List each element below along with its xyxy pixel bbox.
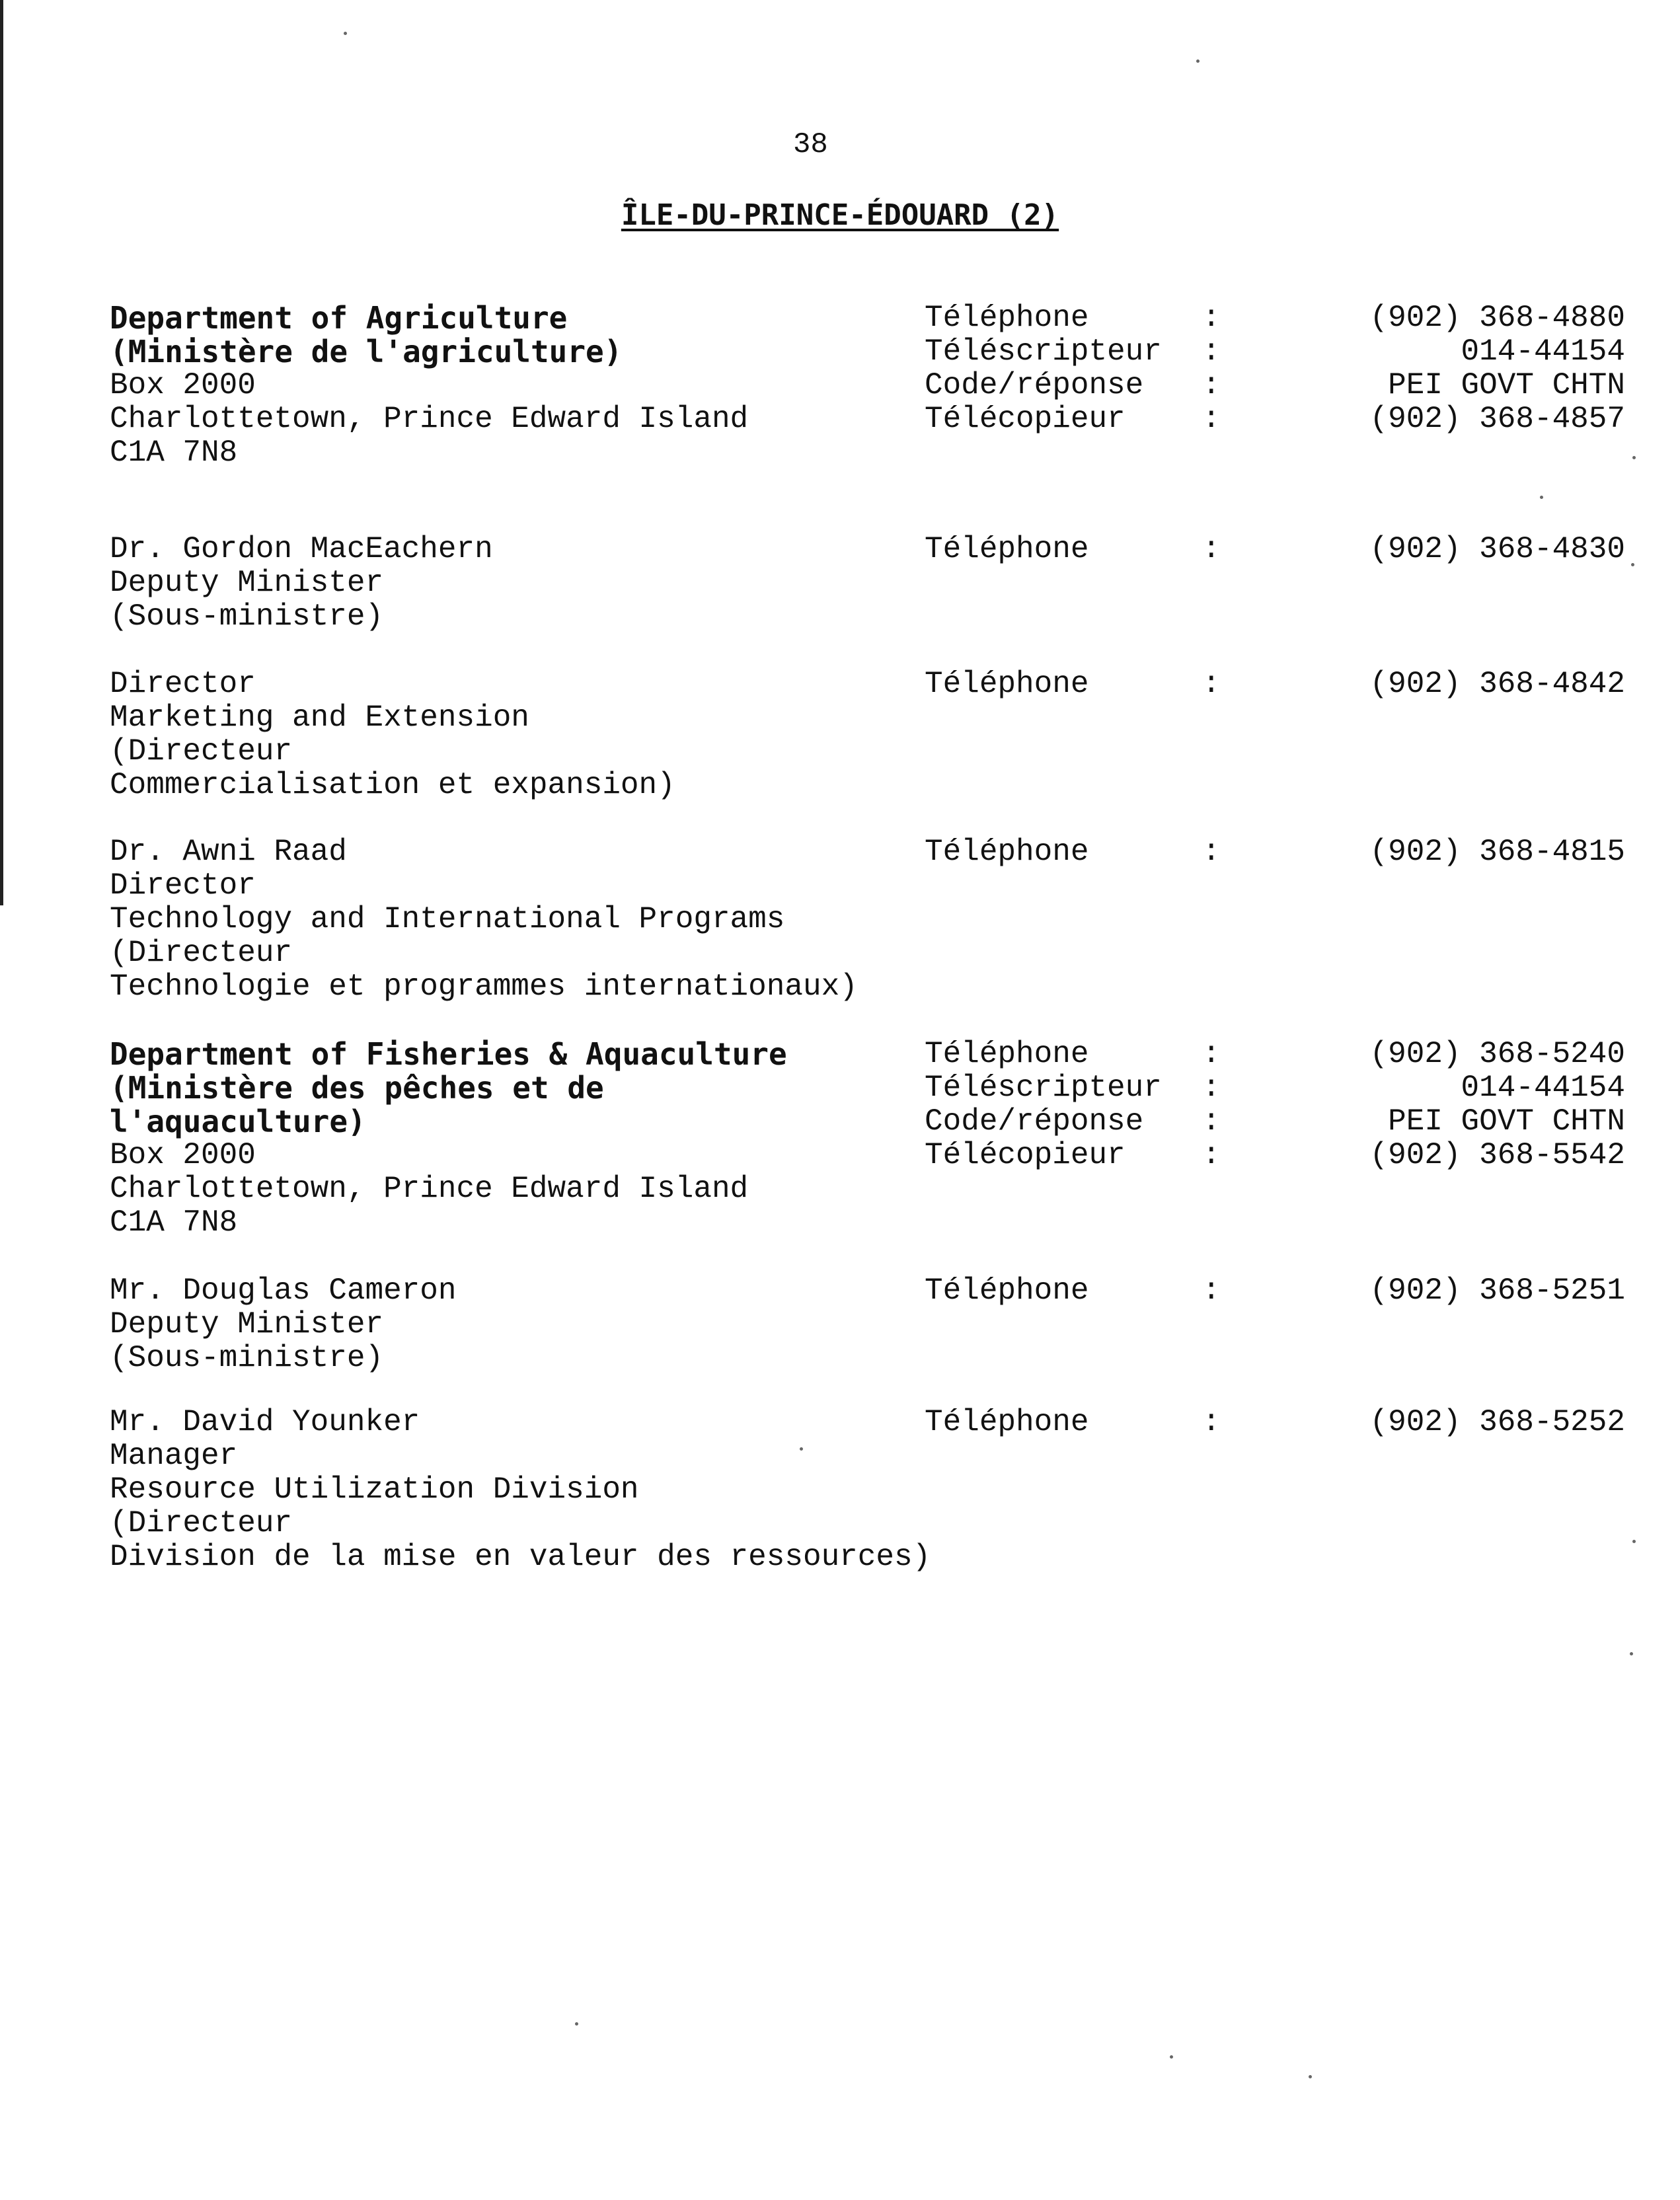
entry-text-line: Mr. David Younker — [110, 1405, 420, 1439]
scan-speck — [1632, 456, 1636, 459]
contact-label: Téléphone — [925, 301, 1089, 335]
contact-value: PEI GOVT CHTN — [1388, 1104, 1625, 1139]
contact-label: Téléphone — [925, 1037, 1089, 1071]
entry-text-line: Technology and International Programs — [110, 902, 785, 936]
entry-contacts — [925, 1274, 1625, 1308]
entry-text-line: Dr. Awni Raad — [110, 835, 347, 869]
contact-row — [925, 667, 1625, 701]
entry-contacts — [925, 301, 1625, 436]
scan-speck — [800, 1447, 803, 1451]
entry-text-line: (Directeur — [110, 936, 293, 970]
contact-value: (902) 368-4857 — [1369, 402, 1625, 436]
entry-text-line: C1A 7N8 — [110, 1205, 238, 1240]
entry-text-line: Division de la mise en valeur des ressources) — [110, 1540, 931, 1574]
entry-contacts — [925, 1406, 1625, 1439]
contact-separator: : — [1202, 1104, 1221, 1139]
scan-speck — [1632, 1540, 1636, 1543]
entry-heading-line: l'aquaculture) — [110, 1104, 366, 1139]
scan-speck — [575, 2022, 578, 2026]
entry-text-line: Director — [110, 868, 256, 903]
contact-row — [925, 335, 1625, 369]
entry-text-line: Box 2000 — [110, 1138, 256, 1172]
scan-speck — [1170, 2055, 1173, 2059]
contact-value: PEI GOVT CHTN — [1388, 368, 1625, 402]
contact-separator: : — [1202, 1405, 1221, 1439]
scan-speck — [1630, 1652, 1633, 1655]
contact-value: 014-44154 — [1461, 334, 1625, 369]
entry-address-block — [110, 1274, 457, 1375]
contact-row — [925, 1105, 1625, 1139]
scan-speck — [1631, 563, 1634, 566]
entry-text-line: Mr. Douglas Cameron — [110, 1273, 457, 1308]
contact-value: (902) 368-4880 — [1369, 301, 1625, 335]
contact-separator: : — [1202, 532, 1221, 566]
entry-contacts — [925, 667, 1625, 701]
contact-row — [925, 1139, 1625, 1172]
entry-address-block — [110, 533, 493, 634]
contact-label: Téléphone — [925, 1405, 1089, 1439]
contact-label: Code/réponse — [925, 368, 1144, 402]
entry-text-line: (Sous-ministre) — [110, 1341, 384, 1375]
entry-address-block — [110, 1406, 931, 1574]
entry-heading-line: (Ministère des pêches et de — [110, 1070, 604, 1106]
entry-text-line: Marketing and Extension — [110, 701, 529, 735]
contact-label: Téléphone — [925, 532, 1089, 566]
contact-label: Téléphone — [925, 835, 1089, 869]
entry-heading-line: Department of Fisheries & Aquaculture — [110, 1036, 787, 1072]
contact-label: Téléphone — [925, 1273, 1089, 1308]
contact-value: (902) 368-4830 — [1369, 532, 1625, 566]
contact-separator: : — [1202, 835, 1221, 869]
contact-row — [925, 301, 1625, 335]
contact-separator: : — [1202, 1037, 1221, 1071]
page-number: 38 — [793, 128, 828, 161]
contact-label: Téléscripteur — [925, 1071, 1162, 1105]
contact-value: (902) 368-4815 — [1369, 835, 1625, 869]
entry-address-block — [110, 301, 748, 470]
contact-separator: : — [1202, 1138, 1221, 1172]
entry-text-line: Deputy Minister — [110, 1307, 384, 1342]
scan-edge-line — [0, 0, 3, 905]
entry-text-line: Technologie et programmes internationaux) — [110, 969, 858, 1004]
contact-separator: : — [1202, 301, 1221, 335]
entry-text-line: Director — [110, 667, 256, 701]
entry-text-line: Charlottetown, Prince Edward Island — [110, 402, 749, 436]
contact-label: Télécopieur — [925, 402, 1126, 436]
contact-value: (902) 368-5240 — [1369, 1037, 1625, 1071]
contact-separator: : — [1202, 1273, 1221, 1308]
contact-row — [925, 1406, 1625, 1439]
entry-contacts — [925, 1038, 1625, 1172]
contact-label: Télécopieur — [925, 1138, 1126, 1172]
contact-row — [925, 533, 1625, 566]
entry-text-line: Commercialisation et expansion) — [110, 768, 675, 802]
contact-row — [925, 402, 1625, 436]
scan-speck — [1309, 2075, 1312, 2078]
contact-label: Code/réponse — [925, 1104, 1144, 1139]
entry-heading-line: (Ministère de l'agriculture) — [110, 334, 623, 369]
entry-contacts — [925, 835, 1625, 869]
page-title: ÎLE-DU-PRINCE-ÉDOUARD (2) — [621, 198, 1059, 232]
contact-separator: : — [1202, 368, 1221, 402]
entry-text-line: Box 2000 — [110, 368, 256, 402]
contact-row — [925, 1071, 1625, 1105]
entry-address-block — [110, 1038, 787, 1240]
contact-value: (902) 368-4842 — [1369, 667, 1625, 701]
entry-text-line: C1A 7N8 — [110, 436, 238, 470]
entry-text-line: (Directeur — [110, 734, 293, 769]
contact-row — [925, 1038, 1625, 1071]
contact-value: (902) 368-5251 — [1369, 1273, 1625, 1308]
contact-separator: : — [1202, 667, 1221, 701]
contact-row — [925, 1274, 1625, 1308]
entry-text-line: Deputy Minister — [110, 566, 384, 600]
scan-speck — [1196, 59, 1200, 63]
entry-text-line: (Directeur — [110, 1506, 293, 1540]
entry-heading-line: Department of Agriculture — [110, 300, 568, 336]
contact-label: Téléphone — [925, 667, 1089, 701]
contact-value: (902) 368-5542 — [1369, 1138, 1625, 1172]
contact-separator: : — [1202, 402, 1221, 436]
entry-text-line: Manager — [110, 1439, 238, 1473]
contact-separator: : — [1202, 334, 1221, 369]
contact-row — [925, 369, 1625, 402]
entry-address-block — [110, 835, 858, 1004]
entry-text-line: Charlottetown, Prince Edward Island — [110, 1172, 749, 1206]
contact-label: Téléscripteur — [925, 334, 1162, 369]
contact-row — [925, 835, 1625, 869]
entry-text-line: (Sous-ministre) — [110, 599, 384, 634]
entry-text-line: Dr. Gordon MacEachern — [110, 532, 493, 566]
contact-separator: : — [1202, 1071, 1221, 1105]
entry-text-line: Resource Utilization Division — [110, 1472, 639, 1507]
entry-contacts — [925, 533, 1625, 566]
scan-speck — [344, 32, 347, 35]
entry-address-block — [110, 667, 675, 802]
contact-value: (902) 368-5252 — [1369, 1405, 1625, 1439]
contact-value: 014-44154 — [1461, 1071, 1625, 1105]
scan-speck — [1540, 496, 1543, 499]
